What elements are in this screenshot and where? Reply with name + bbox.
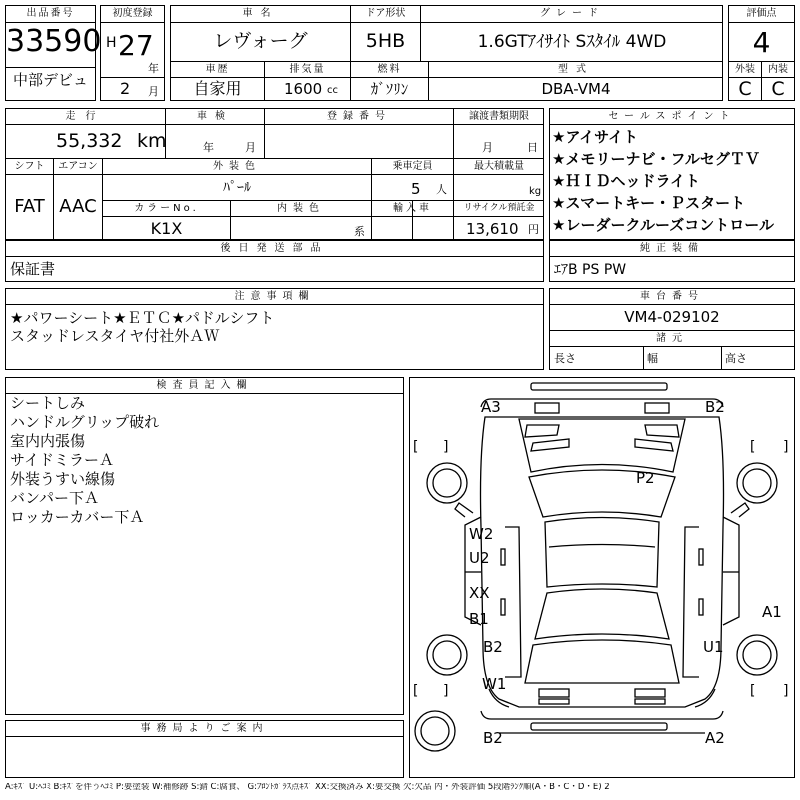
inspector-line: サイドミラーＡ (10, 451, 114, 469)
bracket-close: ] (442, 683, 451, 699)
displacement: 1600 (284, 80, 323, 98)
score: 4 (752, 26, 771, 59)
notes-label: 注意事項欄 (234, 291, 315, 302)
damage-mark: B2 (483, 638, 503, 656)
mileage-label: 走行 (65, 111, 106, 122)
aircon: AAC (59, 196, 97, 217)
car-diagram (409, 377, 795, 778)
mileage: 55,332 (56, 130, 123, 152)
width-label: 幅 (647, 352, 658, 365)
registration-number-label: 登録番号 (327, 111, 391, 122)
equipment-label: 純正装備 (640, 243, 704, 254)
inspection-month-unit: 月 (245, 141, 256, 154)
damage-mark: B2 (705, 398, 725, 416)
exterior-grade: C (738, 78, 752, 100)
sales-point-item: ★メモリーナビ・フルセグＴＶ (552, 150, 760, 168)
interior-color-unit: 系 (354, 225, 365, 238)
later-parts: 保証書 (10, 260, 56, 278)
height-label: 高さ (725, 352, 747, 365)
damage-mark: B2 (483, 729, 503, 747)
lot-number-label: 出品番号 (26, 8, 75, 19)
sales-point-item: ★アイサイト (552, 128, 639, 146)
score-label: 評価点 (746, 8, 777, 19)
damage-mark: P2 (636, 469, 655, 487)
transfer-deadline-label: 譲渡書類期限 (469, 111, 529, 122)
displacement-unit: cc (327, 85, 338, 96)
bracket-open: [ (411, 439, 420, 455)
bracket-open: [ (748, 439, 757, 455)
first-registration-month: 2 (120, 79, 131, 98)
transfer-month-unit: 月 (482, 141, 493, 154)
displacement-label: 排気量 (289, 64, 326, 75)
first-registration-label: 初度登録 (112, 8, 153, 19)
color-number: K1X (150, 219, 183, 238)
capacity-label: 乗車定員 (392, 161, 433, 172)
model-label: 型式 (558, 64, 594, 75)
model: DBA-VM4 (541, 80, 611, 98)
inspector-line: シートしみ (10, 394, 86, 412)
note-line: ★パワーシート★ＥＴＣ★パドルシフト (10, 309, 275, 327)
chassis-label: 車台番号 (640, 291, 704, 302)
max-load-unit: kg (529, 186, 542, 197)
inspector-line: 外装うすい線傷 (10, 470, 116, 488)
inspector-line: ハンドルグリップ破れ (10, 413, 160, 431)
shift: FAT (14, 196, 45, 217)
inspector-lines (10, 394, 159, 527)
interior-color-label: 内装色 (277, 203, 325, 214)
door-type-label: ドア形状 (365, 8, 406, 19)
first-registration-year: 27 (118, 29, 154, 62)
damage-mark: A2 (705, 729, 725, 747)
aircon-label: エアコン (58, 161, 98, 172)
door-type: 5HB (365, 30, 406, 52)
bracket-close: ] (782, 683, 791, 699)
legend: A:ｷｽﾞ U:ﾍｺﾐ B:ｷｽﾞを伴うﾍｺﾐ P:要塗装 W:補修跡 S:錆 C:腐食、 G:ﾌﾛﾝﾄｶﾞﾗｽ点ｷｽﾞ XX:交換済み X:要交換 欠:欠品 内・外装評価 5段階ﾗﾝｸ順(A・B・C・D・E) 2 (5, 783, 610, 792)
inspector-line: ロッカーカバー下Ａ (10, 508, 145, 526)
grade: 1.6GTｱｲｻｲﾄ Sｽﾀｲﾙ 4WD (477, 32, 667, 52)
note-line: スタッドレスタイヤ付社外ＡＷ (10, 327, 220, 345)
year-unit: 年 (148, 62, 159, 75)
notes-lines (10, 309, 274, 345)
bracket-close: ] (782, 439, 791, 455)
damage-mark: A1 (762, 603, 782, 621)
inspector-line: バンパー下Ａ (10, 489, 99, 507)
damage-mark: W2 (469, 525, 494, 543)
import-label: 輸入車 (393, 203, 432, 214)
bracket-open: [ (748, 683, 757, 699)
venue: 中部デビュ (12, 71, 88, 89)
exterior-color: ﾊﾟｰﾙ (223, 180, 251, 196)
inspection-year-unit: 年 (203, 141, 214, 154)
office-label: 事務局よりご案内 (140, 723, 269, 734)
interior-label: 内装 (768, 64, 788, 75)
color-number-label: カラーNo. (134, 203, 199, 214)
bracket-close: ] (442, 439, 451, 455)
inspector-line: 室内内張傷 (10, 432, 86, 450)
recycle-deposit: 13,610 (466, 220, 519, 238)
equipment: ｴｱB PS PW (554, 262, 627, 278)
month-unit: 月 (148, 85, 159, 98)
damage-mark: U1 (703, 638, 724, 656)
damage-mark: XX (469, 584, 490, 602)
sales-point-item: ★スマートキー・Ｐスタート (552, 194, 746, 212)
damage-mark: A3 (481, 398, 501, 416)
car-name: レヴォーグ (213, 30, 308, 52)
history-label: 車歴 (205, 64, 230, 75)
inspector-label: 検査員記入欄 (156, 380, 253, 391)
specs-label: 諸元 (656, 333, 688, 344)
interior-grade: C (771, 78, 785, 100)
sales-points-label: セールスポイント (608, 111, 736, 122)
fuel: ｶﾞｿﾘﾝ (370, 80, 409, 98)
lot-number: 33590 (6, 24, 102, 59)
damage-mark: B1 (469, 610, 489, 628)
recycle-deposit-label: リサイクル預託金 (463, 203, 535, 213)
era: H (106, 35, 117, 51)
sales-point-item: ★ＨＩＤヘッドライト (552, 172, 700, 190)
exterior-color-label: 外装色 (213, 161, 261, 172)
damage-mark: U2 (469, 549, 490, 567)
fuel-label: 燃料 (377, 64, 402, 75)
mileage-unit: km (137, 130, 167, 152)
recycle-deposit-unit: 円 (528, 223, 539, 236)
exterior-label: 外装 (735, 64, 755, 75)
capacity: 5 (411, 180, 421, 198)
transfer-day-unit: 日 (527, 141, 538, 154)
damage-mark: W1 (482, 675, 507, 693)
max-load-label: 最大積載量 (474, 161, 524, 172)
later-parts-label: 後日発送部品 (220, 243, 329, 254)
grade-label: グレード (540, 8, 604, 19)
sales-point-item: ★レーダークルーズコントロール (552, 216, 774, 234)
length-label: 長さ (554, 352, 576, 365)
bracket-open: [ (411, 683, 420, 699)
car-name-label: 車名 (242, 8, 279, 19)
chassis-number: VM4-029102 (624, 308, 720, 326)
shift-label: シフト (14, 161, 45, 172)
history: 自家用 (193, 79, 242, 98)
capacity-unit: 人 (436, 183, 447, 196)
inspection-label: 車検 (197, 111, 233, 122)
